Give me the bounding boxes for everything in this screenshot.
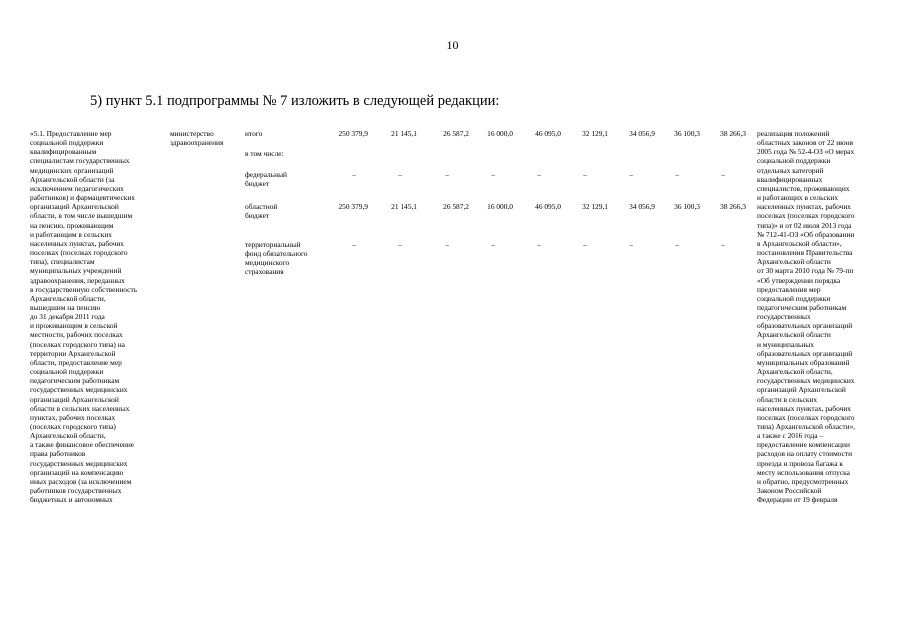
executor-cell: министерство здравоохранения	[170, 129, 224, 148]
value-cell: –	[721, 240, 725, 249]
value-cell: 46 095,0	[535, 129, 561, 138]
value-cell: –	[352, 240, 356, 249]
value-cell: 46 095,0	[535, 202, 561, 211]
value-cell: –	[583, 170, 587, 179]
value-cell: 32 129,1	[582, 202, 608, 211]
value-cell: 21 145,1	[391, 202, 417, 211]
value-cell: –	[491, 240, 495, 249]
value-cell: 21 145,1	[391, 129, 417, 138]
source-oms-fund: территориальный фонд обязательного медицинского страхования	[245, 240, 308, 277]
value-cell: –	[675, 170, 679, 179]
value-cell: –	[398, 240, 402, 249]
value-cell: 16 000,0	[487, 202, 513, 211]
page-number: 10	[446, 38, 459, 52]
value-cell: 36 100,3	[674, 129, 700, 138]
source-federal: федеральный бюджет	[245, 170, 287, 189]
value-cell: 38 266,3	[720, 202, 746, 211]
value-cell: –	[537, 240, 541, 249]
value-cell: 26 587,2	[443, 202, 469, 211]
value-cell: –	[583, 240, 587, 249]
value-cell: –	[445, 240, 449, 249]
value-cell: 34 056,9	[629, 202, 655, 211]
value-cell: –	[675, 240, 679, 249]
expected-result: реализация положений областных законов от 22 июня 2005 года № 52-4-ОЗ «О мерах социальной поддержки отдельных категорий квалифицированных специалистов, проживающих и работающих в сельских населенных пунктах, рабочих поселках (поселках городского типа)» и от 02 июля 2013 года № 712-41-ОЗ «Об образовании в Архангельской области», постановления Правительства Архангельской области от 30 марта 2010 года № 79-пп «Об утверждении порядка предоставления мер социальной поддержки педагогическим работникам государственных образовательных организаций Архангельской области и муниципальных образовательных организаций муниципальных образований Архангельской области, государственных медицинских организаций Архангельской области в сельских населенных пунктах, рабочих поселках (поселках городского типа) Архангельской области», а также с 2016 года – предоставление компенсации расходов на оплату стоимости проезда и провоза багажа к месту использования отпуска и обратно, предусмотренных Законом Российской Федерации от 19 февраля	[757, 129, 856, 505]
value-cell: 32 129,1	[582, 129, 608, 138]
source-including: в том числе:	[245, 149, 284, 158]
value-cell: 26 587,2	[443, 129, 469, 138]
value-cell: –	[445, 170, 449, 179]
source-total: итого	[245, 129, 263, 138]
value-cell: 250 379,9	[338, 202, 368, 211]
section-heading: 5) пункт 5.1 подпрограммы № 7 изложить в следующей редакции:	[90, 93, 500, 109]
value-cell: 38 266,3	[720, 129, 746, 138]
value-cell: –	[352, 170, 356, 179]
value-cell: –	[398, 170, 402, 179]
source-regional: областной бюджет	[245, 202, 278, 221]
value-cell: 250 379,9	[338, 129, 368, 138]
value-cell: –	[537, 170, 541, 179]
value-cell: –	[629, 240, 633, 249]
value-cell: –	[721, 170, 725, 179]
value-cell: –	[491, 170, 495, 179]
value-cell: 36 100,3	[674, 202, 700, 211]
measure-description: «5.1. Предоставление мер социальной поддержки квалифицированным специалистам государственных медицинских организаций Архангельской области (за исключением педагогических работников) и фармацевтических организаций Архангельской области, в том числе вышедшим на пенсию, проживающим и работающим в сельских населенных пунктах, рабочих поселках (поселках городского типа), специалистам муниципальных учреждений здравоохранения, переданных в государственную собственность Архангельской области, вышедшим на пенсию до 31 декабря 2011 года и проживающим в сельской местности, рабочих поселках (поселках городского типа) на территории Архангельской области, предоставление мер социальной поддержки педагогическим работникам государственных медицинских организаций Архангельской области в сельских населенных пунктах, рабочих поселках (поселках городского типа) Архангельской области, а также финансовое обеспечение права работников государственных медицинских организаций на компенсацию иных расходов (за исключением работников государственных бюджетных и автономных	[30, 129, 138, 505]
value-cell: 16 000,0	[487, 129, 513, 138]
value-cell: –	[629, 170, 633, 179]
value-cell: 34 056,9	[629, 129, 655, 138]
